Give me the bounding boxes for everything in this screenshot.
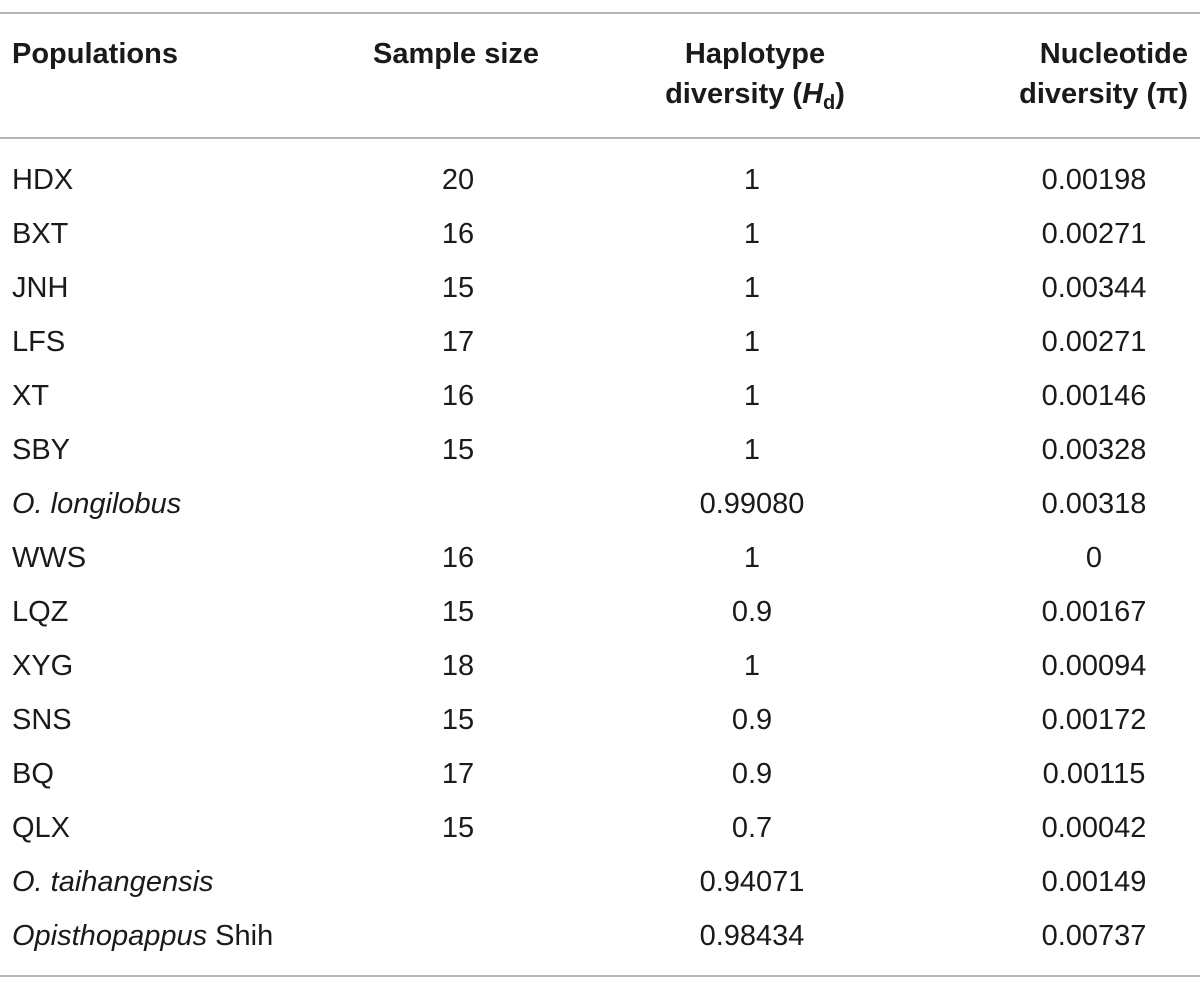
header-haplotype-subscript: d	[823, 92, 836, 114]
header-sample-size	[356, 34, 556, 74]
table-row	[0, 693, 1200, 747]
header-populations	[12, 34, 178, 74]
cell-haplotype-diversity: 1	[743, 650, 761, 682]
cell-sample-size: 20	[441, 164, 475, 196]
cell-haplotype-diversity: 0.7	[731, 812, 773, 844]
header-sample-size-label: Sample size	[372, 38, 540, 70]
cell-nucleotide-diversity: 0.00344	[1041, 272, 1147, 304]
cell-sample-size: 16	[441, 218, 475, 250]
table-bottom-rule	[0, 975, 1200, 977]
cell-nucleotide-diversity: 0.00167	[1041, 596, 1147, 628]
header-haplotype-line2	[620, 74, 890, 114]
cell-population	[12, 153, 73, 207]
table-row	[0, 369, 1200, 423]
cell-nucleotide-diversity: 0.00271	[1041, 326, 1147, 358]
cell-haplotype-diversity: 0.98434	[699, 920, 805, 952]
cell-population	[12, 477, 181, 531]
cell-haplotype-diversity: 1	[743, 326, 761, 358]
cell-haplotype-diversity: 1	[743, 380, 761, 412]
cell-population	[12, 423, 70, 477]
table-body	[0, 153, 1200, 963]
cell-haplotype-diversity: 1	[743, 218, 761, 250]
cell-haplotype-diversity: 0.9	[731, 596, 773, 628]
cell-population	[12, 369, 49, 423]
cell-nucleotide-diversity: 0.00094	[1041, 650, 1147, 682]
cell-sample-size: 17	[441, 326, 475, 358]
header-nucleotide-line1: Nucleotide	[1039, 38, 1188, 70]
population-name: SBY	[12, 434, 71, 466]
cell-haplotype-diversity: 1	[743, 164, 761, 196]
cell-nucleotide-diversity: 0.00271	[1041, 218, 1147, 250]
cell-sample-size: 16	[441, 380, 475, 412]
population-name: BQ	[12, 758, 54, 790]
cell-population	[12, 207, 68, 261]
population-name: QLX	[12, 812, 71, 844]
header-populations-label: Populations	[12, 38, 178, 70]
table-row	[0, 207, 1200, 261]
cell-population	[12, 585, 68, 639]
population-name: LFS	[12, 326, 66, 358]
header-nucleotide-line2: diversity (π)	[1019, 78, 1188, 110]
cell-haplotype-diversity: 0.99080	[699, 488, 805, 520]
cell-population	[12, 855, 214, 909]
population-name: HDX	[12, 164, 74, 196]
cell-haplotype-diversity: 0.9	[731, 758, 773, 790]
table-row	[0, 909, 1200, 963]
cell-sample-size: 18	[441, 650, 475, 682]
population-authority: Shih	[207, 920, 274, 952]
population-name: Opisthopappus	[12, 920, 208, 952]
cell-haplotype-diversity: 1	[743, 272, 761, 304]
cell-population	[12, 261, 68, 315]
cell-nucleotide-diversity: 0.00328	[1041, 434, 1147, 466]
cell-nucleotide-diversity: 0.00042	[1041, 812, 1147, 844]
header-haplotype-diversity	[620, 34, 890, 114]
table-row	[0, 585, 1200, 639]
cell-nucleotide-diversity: 0	[1085, 542, 1103, 574]
table-header-rule	[0, 137, 1200, 139]
population-name: O. longilobus	[12, 488, 182, 520]
cell-nucleotide-diversity: 0.00198	[1041, 164, 1147, 196]
table-row	[0, 639, 1200, 693]
table-row	[0, 855, 1200, 909]
table-row	[0, 531, 1200, 585]
cell-sample-size: 15	[441, 596, 475, 628]
cell-sample-size: 16	[441, 542, 475, 574]
table-row	[0, 747, 1200, 801]
header-haplotype-prefix: diversity (	[665, 78, 803, 110]
population-name: O. taihangensis	[12, 866, 214, 898]
cell-population	[12, 909, 273, 963]
table-row	[0, 423, 1200, 477]
population-name: SNS	[12, 704, 72, 736]
cell-sample-size: 15	[441, 434, 475, 466]
cell-nucleotide-diversity: 0.00737	[1041, 920, 1147, 952]
cell-sample-size: 17	[441, 758, 475, 790]
table-row	[0, 153, 1200, 207]
population-name: WWS	[12, 542, 87, 574]
cell-nucleotide-diversity: 0.00149	[1041, 866, 1147, 898]
cell-sample-size: 15	[441, 812, 475, 844]
cell-haplotype-diversity: 0.94071	[699, 866, 805, 898]
cell-nucleotide-diversity: 0.00146	[1041, 380, 1147, 412]
cell-nucleotide-diversity: 0.00318	[1041, 488, 1147, 520]
cell-haplotype-diversity: 0.9	[731, 704, 773, 736]
cell-haplotype-diversity: 1	[743, 542, 761, 574]
table-header	[0, 14, 1200, 137]
header-nucleotide-diversity	[960, 34, 1188, 114]
header-haplotype-line1: Haplotype	[684, 38, 826, 70]
population-name: BXT	[12, 218, 69, 250]
cell-population	[12, 693, 72, 747]
header-haplotype-symbol: H	[802, 78, 824, 110]
table-row	[0, 477, 1200, 531]
population-name: LQZ	[12, 596, 69, 628]
population-name: XYG	[12, 650, 74, 682]
cell-population	[12, 531, 86, 585]
cell-haplotype-diversity: 1	[743, 434, 761, 466]
cell-sample-size: 15	[441, 704, 475, 736]
population-name: JNH	[12, 272, 69, 304]
cell-population	[12, 639, 73, 693]
header-haplotype-suffix: )	[835, 78, 845, 110]
table-row	[0, 315, 1200, 369]
cell-nucleotide-diversity: 0.00172	[1041, 704, 1147, 736]
population-name: XT	[12, 380, 50, 412]
cell-population	[12, 315, 65, 369]
table-row	[0, 801, 1200, 855]
cell-nucleotide-diversity: 0.00115	[1042, 758, 1146, 790]
cell-sample-size: 15	[441, 272, 475, 304]
cell-population	[12, 747, 54, 801]
cell-population	[12, 801, 70, 855]
table-row	[0, 261, 1200, 315]
